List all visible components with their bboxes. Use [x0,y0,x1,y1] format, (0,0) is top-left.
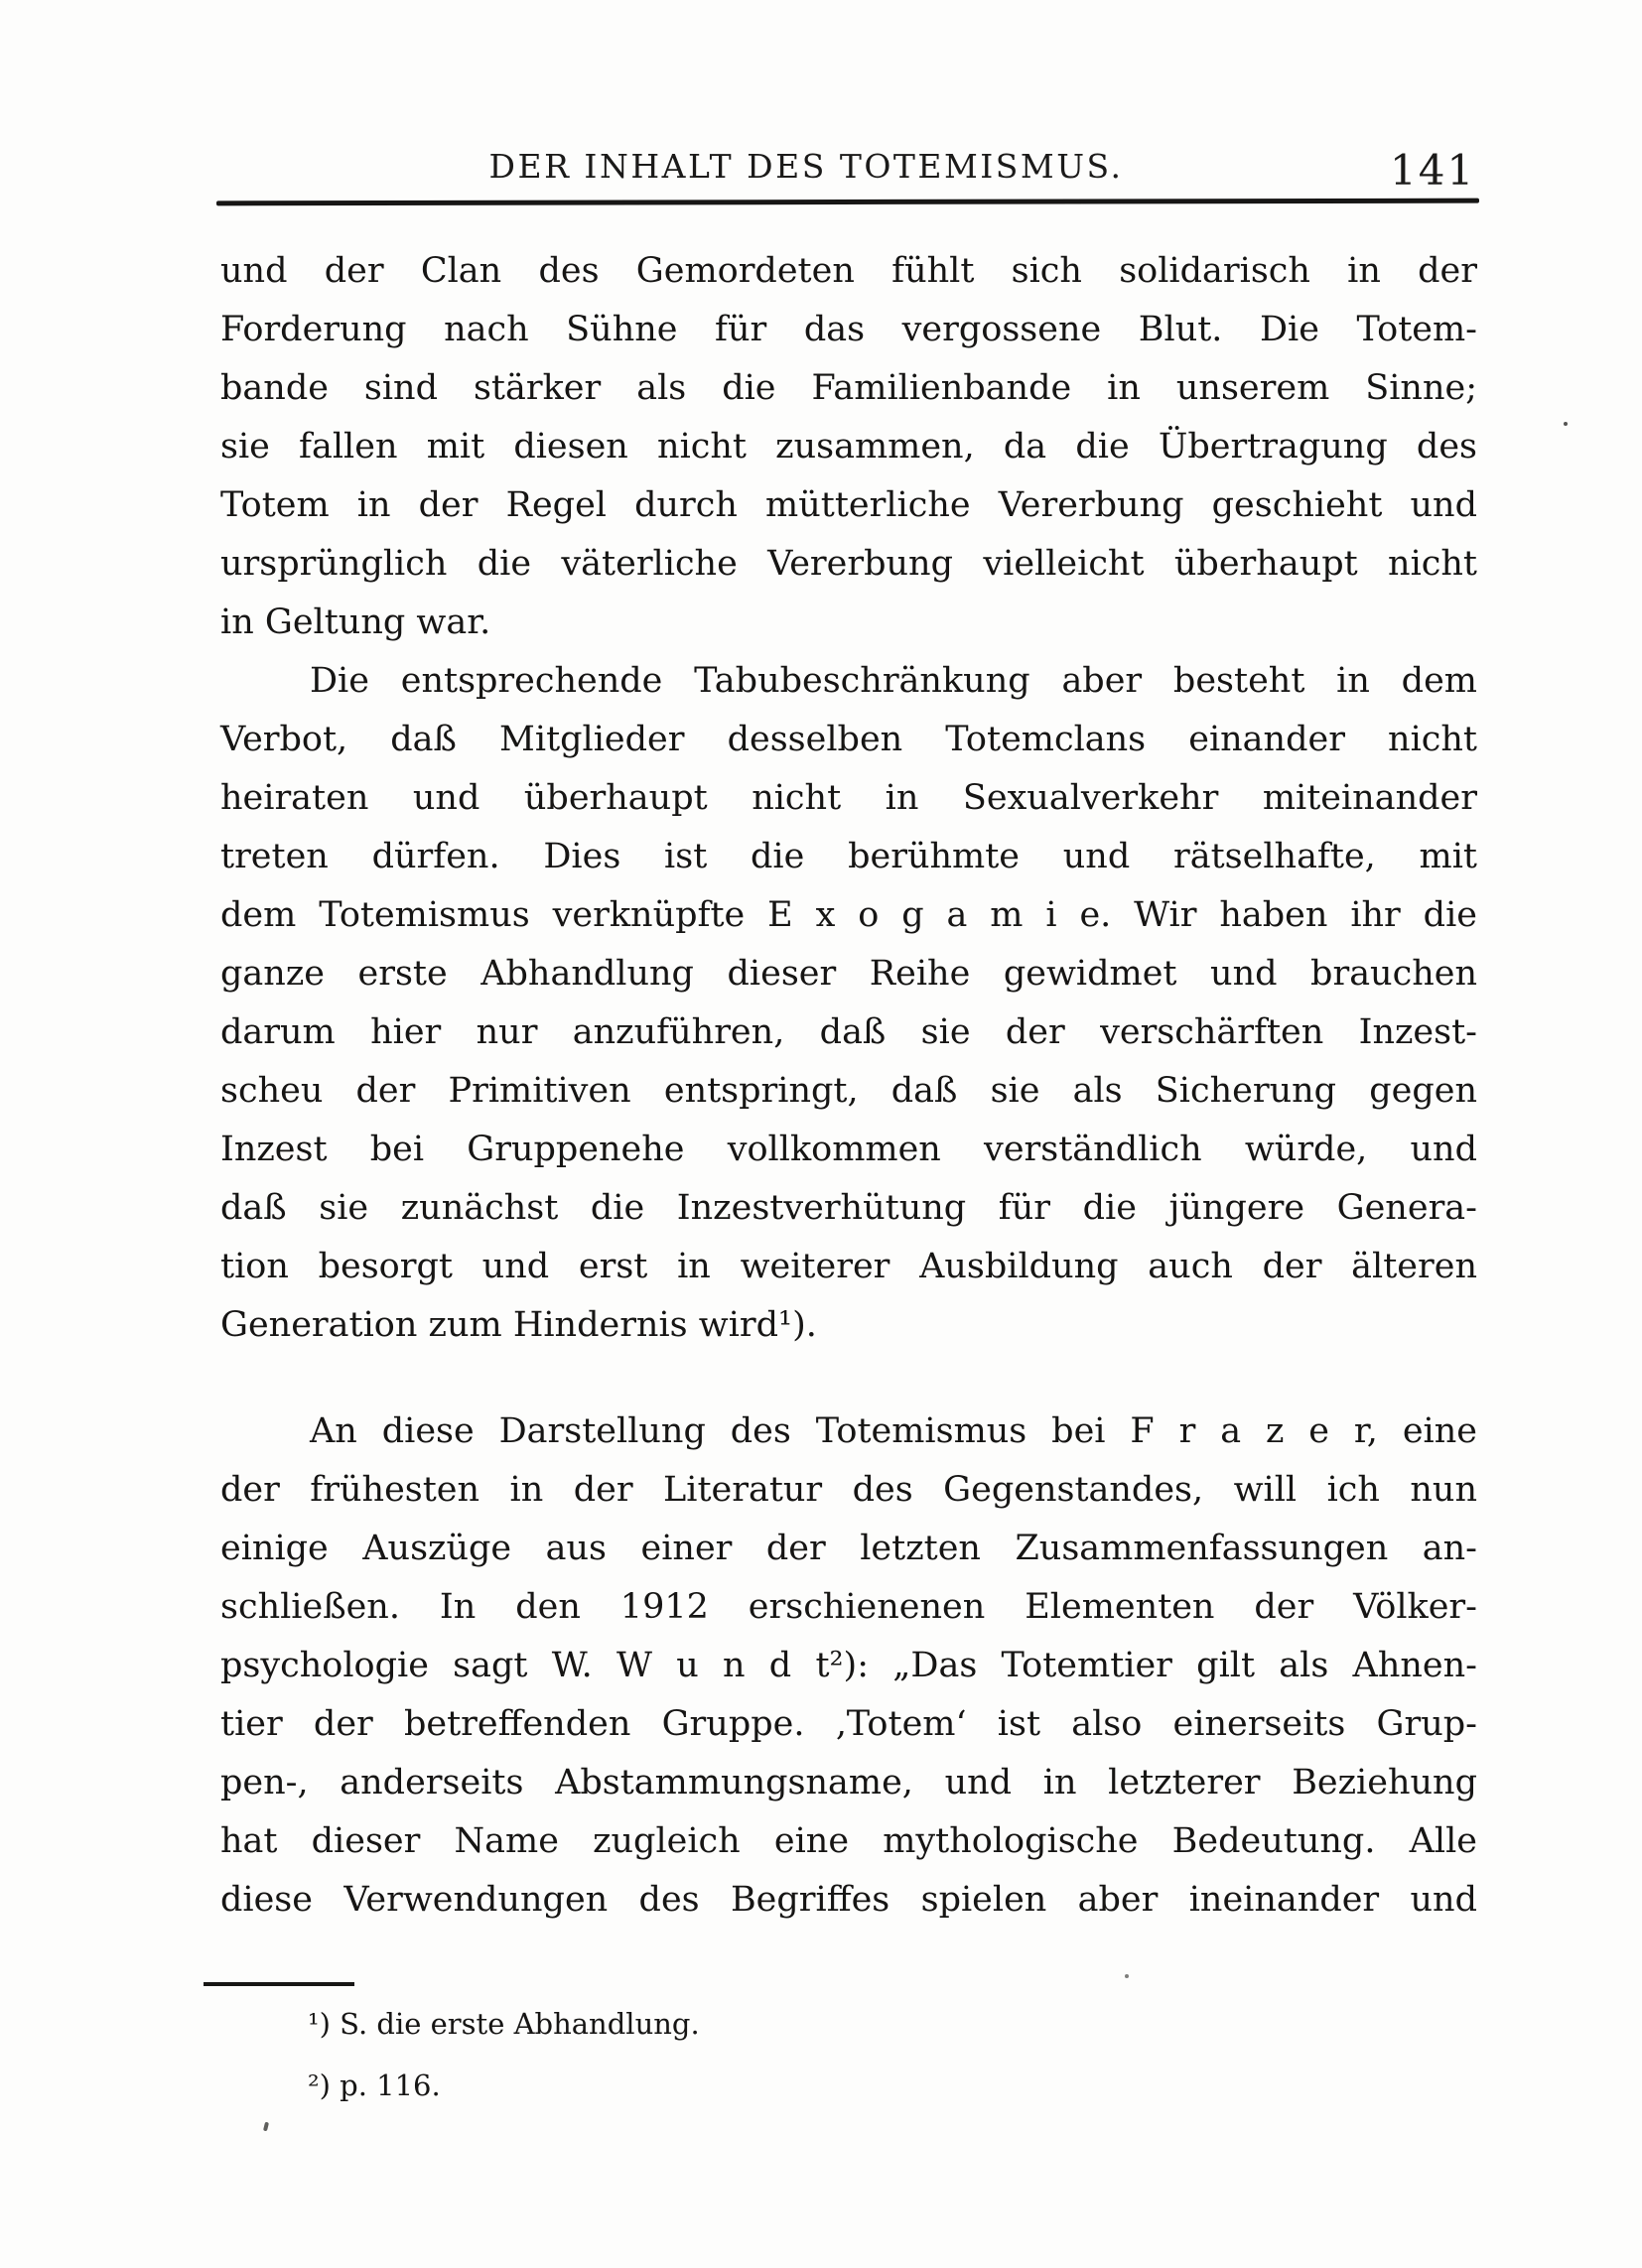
paragraph-3 [220,1402,1477,1930]
body-text [220,242,1477,1930]
text-line: Inzest bei Gruppenehe vollkommen verständlich würde, und [220,1130,1477,1169]
text-line: und der Clan des Gemordeten fühlt sich solidarisch in der [220,251,1477,291]
page-number: 141 [1390,146,1476,195]
paragraph-2 [220,652,1477,1355]
text-line: psychologie sagt W. W u n d t²): „Das Totemtier gilt als Ahnen- [220,1646,1477,1685]
scan-speck [263,2122,269,2132]
footnote-separator-rule [204,1982,354,1986]
text-line: sie fallen mit diesen nicht zusammen, da die Übertragung des [220,427,1477,467]
text-line: der frühesten in der Literatur des Gegenstandes, will ich nun [220,1470,1477,1510]
text-line: Die entsprechende Tabubeschränkung aber besteht in dem [310,661,1477,701]
text-line: heiraten und überhaupt nicht in Sexualverkehr miteinander [220,778,1477,818]
text-line: hat dieser Name zugleich eine mythologische Bedeutung. Alle [220,1821,1477,1861]
text-line: darum hier nur anzuführen, daß sie der verschärften Inzest- [220,1012,1477,1052]
paragraph-1 [220,242,1477,652]
header-rule [216,199,1479,206]
text-line: Verbot, daß Mitglieder desselben Totemclans einander nicht [220,720,1477,759]
footnote-2: ²) p. 116. [308,2068,441,2102]
scan-speck [1125,1974,1129,1978]
text-line: An diese Darstellung des Totemismus bei F r a z e r, eine [310,1411,1477,1451]
text-line: tier der betreffenden Gruppe. ‚Totem‘ ist also einerseits Grup- [220,1704,1477,1744]
scan-speck [1564,422,1568,426]
text-line: ursprünglich die väterliche Vererbung vielleicht überhaupt nicht [220,544,1477,584]
text-line: Generation zum Hindernis wird¹). [220,1305,817,1345]
text-line: diese Verwendungen des Begriffes spielen aber ineinander und [220,1880,1477,1920]
running-title: DER INHALT DES TOTEMISMUS. [488,147,1124,186]
text-line: ganze erste Abhandlung dieser Reihe gewidmet und brauchen [220,954,1477,994]
text-line: in Geltung war. [220,602,491,642]
footnotes [220,1993,1477,2116]
text-line: Forderung nach Sühne für das vergossene Blut. Die Totem- [220,310,1477,349]
text-line: Totem in der Regel durch mütterliche Vererbung geschieht und [220,485,1477,525]
text-line: bande sind stärker als die Familienbande in unserem Sinne; [220,368,1477,408]
text-line: dem Totemismus verknüpfte E x o g a m i e. Wir haben ihr die [220,895,1477,935]
text-line: daß sie zunächst die Inzestverhütung für die jüngere Genera- [220,1188,1477,1228]
text-line: treten dürfen. Dies ist die berühmte und rätselhafte, mit [220,837,1477,876]
text-line: pen-, anderseits Abstammungsname, und in letzterer Beziehung [220,1763,1477,1802]
text-line: scheu der Primitiven entspringt, daß sie als Sicherung gegen [220,1071,1477,1111]
text-line: schließen. In den 1912 erschienenen Elementen der Völker- [220,1587,1477,1627]
footnote-1: ¹) S. die erste Abhandlung. [308,2007,700,2041]
text-line: einige Auszüge aus einer der letzten Zusammenfassungen an- [220,1529,1477,1568]
text-line: tion besorgt und erst in weiterer Ausbildung auch der älteren [220,1247,1477,1286]
